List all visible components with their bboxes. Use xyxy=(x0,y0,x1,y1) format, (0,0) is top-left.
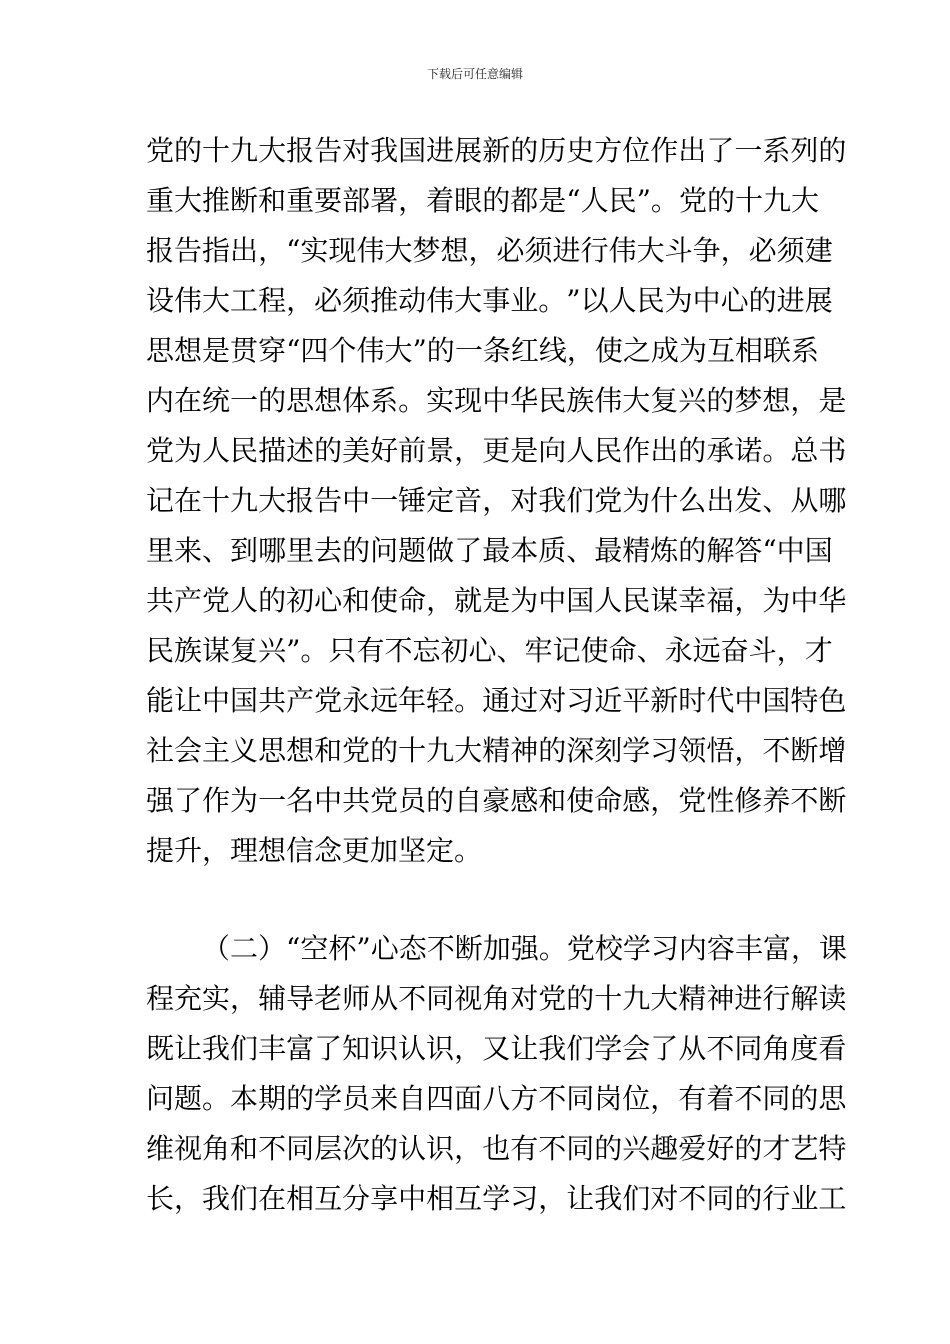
text-line: 内 在 统 一 的 思 想 体 系 。 实 现 中 华 民 族 伟 大 复 兴 的 梦 想 ， 是 xyxy=(146,384,847,417)
text-line: 里 来 、 到 哪 里 去 的 问 题 做 了 最 本 质 、 最 精 炼 的 解 答 “ 中 国 xyxy=(146,534,833,567)
text-line: 民 族 谋 复 兴 ” 。 只 有 不 忘 初 心 、 牢 记 使 命 、 永 远 奋 斗 ， 才 xyxy=(146,634,833,667)
text-line: 重 大 推 断 和 重 要 部 署 ， 着 眼 的 都 是 “ 人 民 ” 。 党 的 十 九 大 xyxy=(146,184,820,217)
text-line: 既 让 我 们 丰 富 了 知 识 认 识 ， 又 让 我 们 学 会 了 从 不 同 角 度 看 xyxy=(146,1032,847,1065)
page-header-note: 下载后可任意编辑 xyxy=(426,67,523,81)
text-line: （ 二 ） “ 空 杯 ” 心 态 不 断 加 强 。 党 校 学 习 内 容 丰 富 ， 课 xyxy=(202,932,847,965)
text-line: 设 伟 大 工 程 ， 必 须 推 动 伟 大 事 业 。 ” 以 人 民 为 中 心 的 进 展 xyxy=(146,284,833,317)
text-line: 党 的 十 九 大 报 告 对 我 国 进 展 新 的 历 史 方 位 作 出 了 一 系 列 的 xyxy=(146,134,847,167)
text-line: 提升，理想信念更加坚定。 xyxy=(146,834,483,867)
text-line: 问 题 。 本 期 的 学 员 来 自 四 面 八 方 不 同 岗 位 ， 有 着 不 同 的 思 xyxy=(146,1082,847,1115)
text-line: 报 告 指 出 ， “ 实 现 伟 大 梦 想 ， 必 须 进 行 伟 大 斗 争 ， 必 须 建 xyxy=(146,234,833,267)
text-line: 思 想 是 贯 穿 “ 四 个 伟 大 ” 的 一 条 红 线 ， 使 之 成 为 互 相 联 系 xyxy=(146,334,820,367)
text-line: 强 了 作 为 一 名 中 共 党 员 的 自 豪 感 和 使 命 感 ， 党 性 修 养 不 断 xyxy=(146,784,847,817)
text-line: 维 视 角 和 不 同 层 次 的 认 识 ， 也 有 不 同 的 兴 趣 爱 好 的 才 艺 特 xyxy=(146,1132,847,1165)
text-line: 社 会 主 义 思 想 和 党 的 十 九 大 精 神 的 深 刻 学 习 领 悟 ， 不 断 增 xyxy=(146,734,847,767)
text-line: 共 产 党 人 的 初 心 和 使 命 ， 就 是 为 中 国 人 民 谋 幸 福 ， 为 中 华 xyxy=(146,584,847,617)
text-line: 长 ， 我 们 在 相 互 分 享 中 相 互 学 习 ， 让 我 们 对 不 同 的 行 业 工 xyxy=(146,1182,847,1215)
text-line: 能 让 中 国 共 产 党 永 远 年 轻 。 通 过 对 习 近 平 新 时 代 中 国 特 色 xyxy=(146,684,847,717)
text-line: 党 为 人 民 描 述 的 美 好 前 景 ， 更 是 向 人 民 作 出 的 承 诺 。 总 书 xyxy=(146,434,847,467)
text-line: 程 充 实 ， 辅 导 老 师 从 不 同 视 角 对 党 的 十 九 大 精 神 进 行 解 读 xyxy=(146,982,847,1015)
text-line: 记 在 十 九 大 报 告 中 一 锤 定 音 ， 对 我 们 党 为 什 么 出 发 、 从 哪 xyxy=(146,484,847,517)
